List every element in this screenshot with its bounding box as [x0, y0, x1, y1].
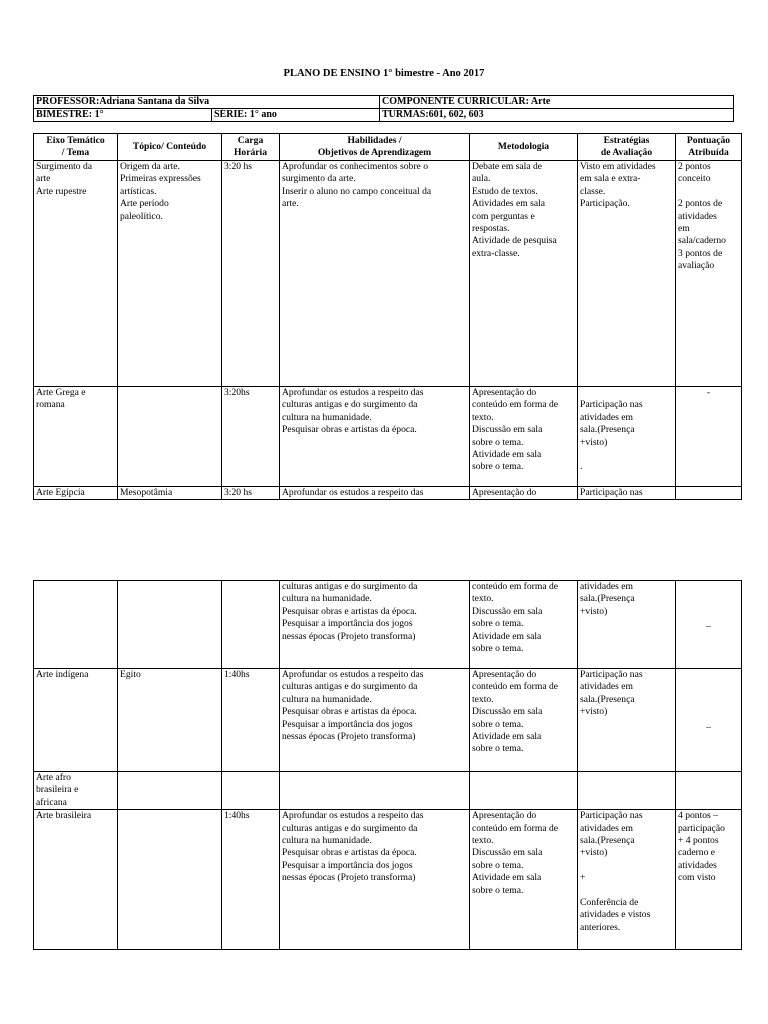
header-eixo: Eixo Temático / Tema	[34, 134, 118, 161]
cell-estrategias: atividades em sala.(Presença +visto)	[578, 581, 676, 669]
cell-carga: 3:20 hs	[222, 161, 280, 387]
table-row	[34, 669, 742, 772]
table-row	[34, 581, 742, 669]
table-row	[34, 161, 742, 387]
cell-pontuacao: _	[676, 581, 742, 669]
plan-table-page1	[33, 133, 742, 500]
cell-pontuacao	[676, 487, 742, 500]
cell-habilidades: Aprofundar os estudos a respeito das culturas antigas e do surgimento da cultura na humanidade. Pesquisar obras e artistas da época. Pesquisar a importância dos jogos nessas épocas (Projeto transforma)	[280, 669, 470, 772]
cell-topico	[118, 581, 222, 669]
cell-habilidades: Aprofundar os estudos a respeito das culturas antigas e do surgimento da cultura na humanidade. Pesquisar obras e artistas da época.	[280, 387, 470, 487]
cell-estrategias	[578, 772, 676, 810]
cell-habilidades: Aprofundar os conhecimentos sobre o surgimento da arte. Inserir o aluno no campo conceitual da arte.	[280, 161, 470, 387]
cell-topico: Egito	[118, 669, 222, 772]
cell-eixo: Arte Egípcia	[34, 487, 118, 500]
cell-carga	[222, 772, 280, 810]
professor-cell: PROFESSOR:Adriana Santana da Silva	[34, 96, 380, 109]
cell-pontuacao: 4 pontos – participação + 4 pontos caderno e atividades com visto	[676, 810, 742, 950]
document-title: PLANO DE ENSINO 1° bimestre - Ano 2017	[283, 68, 485, 79]
table-row	[34, 487, 742, 500]
cell-estrategias: Visto em atividades em sala e extra- classe. Participação.	[578, 161, 676, 387]
cell-metodologia: Apresentação do	[470, 487, 578, 500]
header-row	[34, 134, 742, 161]
cell-pontuacao: 2 pontos conceito 2 pontos de atividades em sala/caderno 3 pontos de avaliação	[676, 161, 742, 387]
cell-eixo	[34, 581, 118, 669]
table-row	[34, 772, 742, 810]
table-row	[34, 387, 742, 487]
header-carga: Carga Horária	[222, 134, 280, 161]
cell-metodologia: Apresentação do conteúdo em forma de texto. Discussão em sala sobre o tema. Atividade em sala sobre o tema.	[470, 669, 578, 772]
cell-topico: Mesopotâmia	[118, 487, 222, 500]
info-table	[33, 95, 734, 122]
plan-table-page2	[33, 580, 742, 950]
cell-metodologia: Apresentação do conteúdo em forma de texto. Discussão em sala sobre o tema. Atividade em sala sobre o tema.	[470, 810, 578, 950]
cell-topico	[118, 772, 222, 810]
serie-cell: SÉRIE: 1° ano	[212, 109, 380, 122]
bimestre-cell: BIMESTRE: 1°	[34, 109, 212, 122]
cell-eixo: Arte afro brasileira e africana	[34, 772, 118, 810]
header-topico: Tópico/ Conteúdo	[118, 134, 222, 161]
cell-habilidades: culturas antigas e do surgimento da cultura na humanidade. Pesquisar obras e artistas da época. Pesquisar a importância dos jogos nessas épocas (Projeto transforma)	[280, 581, 470, 669]
table-row	[34, 810, 742, 950]
cell-carga: 3:20hs	[222, 387, 280, 487]
cell-eixo: Arte Grega e romana	[34, 387, 118, 487]
cell-habilidades: Aprofundar os estudos a respeito das culturas antigas e do surgimento da cultura na humanidade. Pesquisar obras e artistas da época. Pesquisar a importância dos jogos nessas épocas (Projeto transforma)	[280, 810, 470, 950]
turmas-cell: TURMAS:601, 602, 603	[380, 109, 734, 122]
cell-topico	[118, 387, 222, 487]
cell-habilidades: Aprofundar os estudos a respeito das	[280, 487, 470, 500]
cell-metodologia	[470, 772, 578, 810]
cell-carga: 3:20 hs	[222, 487, 280, 500]
header-estrategias: Estratégias de Avaliação	[578, 134, 676, 161]
header-habilidades: Habilidades / Objetivos de Aprendizagem	[280, 134, 470, 161]
cell-pontuacao	[676, 772, 742, 810]
cell-carga: 1:40hs	[222, 810, 280, 950]
componente-cell: COMPONENTE CURRICULAR: Arte	[380, 96, 734, 109]
cell-estrategias: Participação nas	[578, 487, 676, 500]
cell-topico: Origem da arte. Primeiras expressões artísticas. Arte período paleolítico.	[118, 161, 222, 387]
cell-metodologia: Debate em sala de aula. Estudo de textos. Atividades em sala com perguntas e respostas. Atividade de pesquisa extra-classe.	[470, 161, 578, 387]
cell-metodologia: conteúdo em forma de texto. Discussão em sala sobre o tema. Atividade em sala sobre o tema.	[470, 581, 578, 669]
cell-estrategias: Participação nas atividades em sala.(Presença +visto) .	[578, 387, 676, 487]
cell-carga: 1:40hs	[222, 669, 280, 772]
cell-pontuacao: _	[676, 669, 742, 772]
cell-estrategias: Participação nas atividades em sala.(Presença +visto) + Conferência de atividades e vistos anteriores.	[578, 810, 676, 950]
cell-carga	[222, 581, 280, 669]
cell-eixo: Surgimento da arte Arte rupestre	[34, 161, 118, 387]
cell-eixo: Arte brasileira	[34, 810, 118, 950]
cell-metodologia: Apresentação do conteúdo em forma de texto. Discussão em sala sobre o tema. Atividade em sala sobre o tema.	[470, 387, 578, 487]
cell-estrategias: Participação nas atividades em sala.(Presença +visto)	[578, 669, 676, 772]
header-pontuacao: Pontuação Atribuída	[676, 134, 742, 161]
cell-topico	[118, 810, 222, 950]
header-metodologia: Metodologia	[470, 134, 578, 161]
cell-pontuacao: -	[676, 387, 742, 487]
cell-habilidades	[280, 772, 470, 810]
cell-eixo: Arte indígena	[34, 669, 118, 772]
